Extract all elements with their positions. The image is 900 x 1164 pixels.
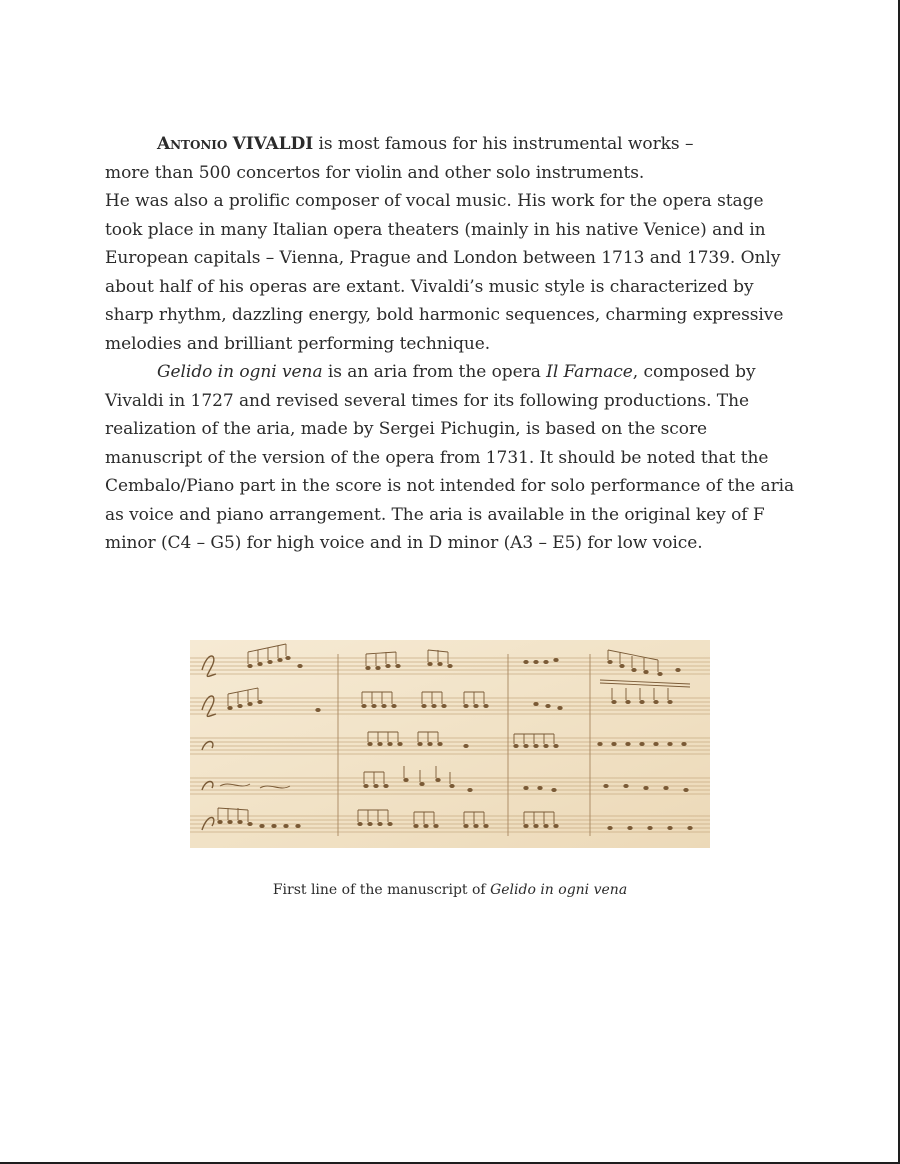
- opera-title: Il Farnace: [546, 362, 633, 382]
- intro-body-text: He was also a prolific composer of vocal music. His work for the opera stage took place in many Italian opera theaters (mainly in his native Venice) and in European capitals – Vienna, Prague and London between 1713 and 1739. Only about half of his operas are extant. Vivaldi’s music style is characterized by sharp rhythm, dazzling energy, bold harmonic sequences, charming expressive melodies and brilliant performing technique.: [105, 191, 784, 354]
- intro-line1-text: is most famous for his instrumental works –: [318, 134, 694, 154]
- composer-name-initial: A: [157, 134, 171, 154]
- aria-title: Gelido in ogni vena: [157, 362, 323, 382]
- composer-name-small-caps: ntonio: [170, 134, 228, 154]
- intro-line2-text: more than 500 concertos for violin and other solo instruments.: [105, 162, 645, 183]
- aria-paragraph: [105, 358, 795, 558]
- figure-caption: [0, 880, 900, 900]
- caption-prefix: First line of the manuscript of: [272, 882, 486, 898]
- intro-paragraph: [105, 130, 795, 358]
- body-text: [105, 130, 795, 558]
- composer-surname: VIVALDI: [232, 134, 314, 154]
- aria-body-text: , composed by Vivaldi in 1727 and revised several times for its following productions. The realization of the aria, made by Sergei Pichugin, is based on the score manuscript of the version of the opera from 1731. It should be noted that the Cembalo/Piano part in the score is not intended for solo performance of the aria as voice and piano arrangement. The aria is available in the original key of F minor (C4 – G5) for high voice and in D minor (A3 – E5) for low voice.: [105, 362, 795, 553]
- aria-after-title: is an aria from the opera: [327, 362, 541, 382]
- caption-title: Gelido in ogni vena: [490, 882, 628, 898]
- manuscript-image: [190, 640, 710, 848]
